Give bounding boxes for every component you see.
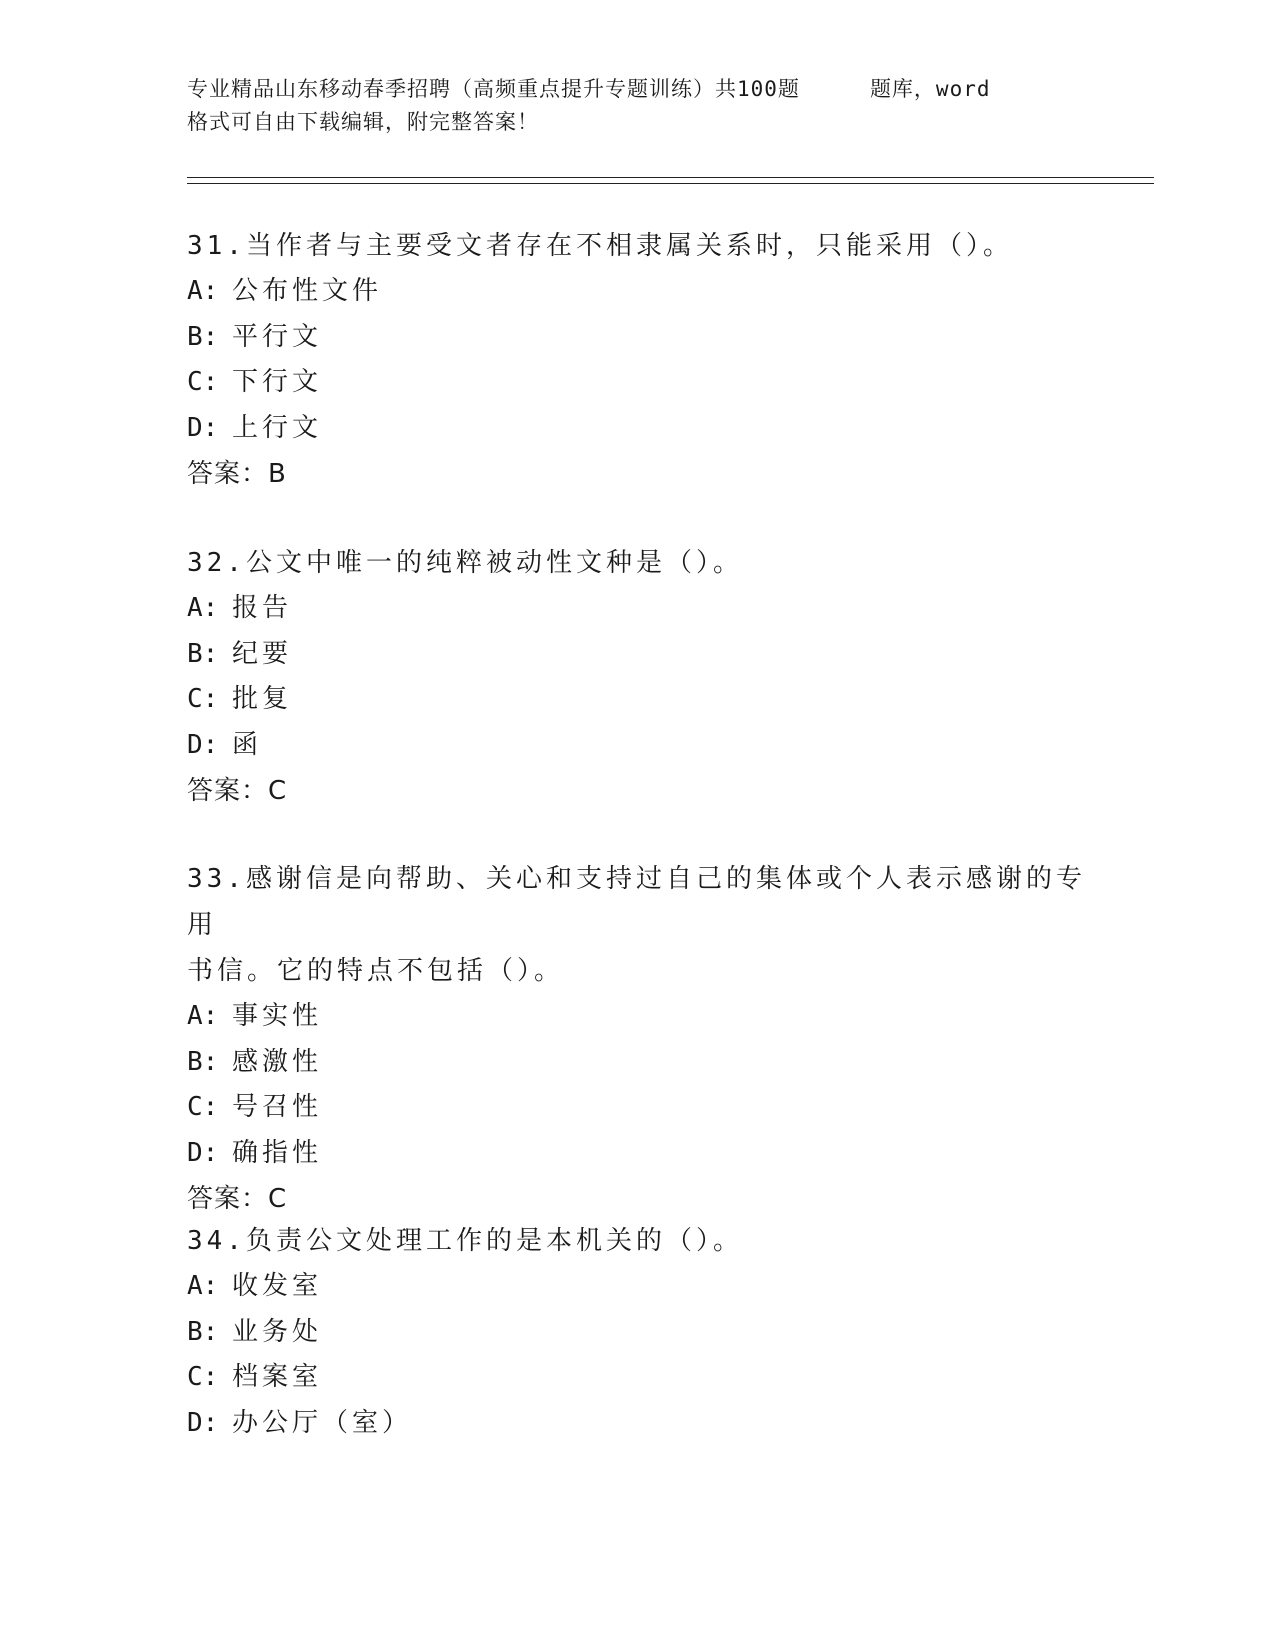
header-line-2: 格式可自由下载编辑，附完整答案！ <box>187 110 539 134</box>
option-c <box>187 1085 1087 1131</box>
option-text: 函 <box>232 729 263 760</box>
option-text: 业务处 <box>232 1316 323 1347</box>
option-b <box>187 1310 1087 1356</box>
option-text: 收发室 <box>232 1271 323 1301</box>
option-text: 号召性 <box>232 1092 323 1122</box>
document-header <box>187 73 1087 139</box>
option-text: 报告 <box>232 593 293 623</box>
option-d <box>187 723 1087 769</box>
header-title-suffix: 题库，word <box>869 77 991 101</box>
option-label: B: <box>187 638 219 669</box>
option-c <box>187 677 1087 723</box>
answer-line: 答案：B <box>187 459 287 489</box>
option-c <box>187 360 1087 406</box>
question-31 <box>187 223 1087 497</box>
header-line-1 <box>187 73 1087 106</box>
option-label: B: <box>187 321 219 352</box>
question-stem: 31.当作者与主要受文者存在不相隶属关系时，只能采用（）。 <box>187 231 1013 261</box>
option-label: C: <box>187 1092 219 1122</box>
option-text: 感激性 <box>232 1046 323 1077</box>
option-label: C: <box>187 1362 219 1392</box>
question-stem-line-2: 书信。它的特点不包括（）。 <box>187 956 565 986</box>
question-32 <box>187 540 1087 814</box>
option-label: A: <box>187 1001 219 1031</box>
answer-line: 答案：C <box>187 776 288 806</box>
option-label: C: <box>187 367 219 397</box>
option-a <box>187 994 1087 1040</box>
option-b <box>187 632 1087 678</box>
option-text: 纪要 <box>232 638 293 669</box>
option-d <box>187 1131 1087 1177</box>
option-a <box>187 269 1087 315</box>
option-d <box>187 1401 1087 1447</box>
option-d <box>187 406 1087 452</box>
option-a <box>187 1264 1087 1310</box>
option-text: 公布性文件 <box>232 276 383 306</box>
header-double-rule <box>187 177 1154 184</box>
question-33 <box>187 856 1087 1222</box>
option-text: 确指性 <box>232 1137 323 1168</box>
option-b <box>187 1040 1087 1086</box>
option-label: D: <box>187 729 219 760</box>
option-label: D: <box>187 1137 219 1168</box>
option-text: 平行文 <box>232 321 323 352</box>
header-title: 专业精品山东移动春季招聘（高频重点提升专题训练）共100题 <box>187 77 800 101</box>
option-label: B: <box>187 1316 219 1347</box>
option-text: 下行文 <box>232 367 323 397</box>
option-label: A: <box>187 593 219 623</box>
question-34 <box>187 1218 1087 1446</box>
option-text: 批复 <box>232 684 293 714</box>
option-label: D: <box>187 1407 219 1438</box>
option-label: B: <box>187 1046 219 1077</box>
question-stem-line-1: 33.感谢信是向帮助、关心和支持过自己的集体或个人表示感谢的专用 <box>187 864 1086 940</box>
question-stem: 34.负责公文处理工作的是本机关的（）。 <box>187 1226 743 1256</box>
option-text: 上行文 <box>232 412 323 443</box>
answer-line: 答案：C <box>187 1184 288 1214</box>
option-label: C: <box>187 684 219 714</box>
option-label: A: <box>187 276 219 306</box>
option-a <box>187 586 1087 632</box>
option-b <box>187 315 1087 361</box>
question-stem: 32.公文中唯一的纯粹被动性文种是（）。 <box>187 548 743 578</box>
option-text: 事实性 <box>232 1001 323 1031</box>
option-text: 档案室 <box>232 1362 323 1392</box>
option-c <box>187 1355 1087 1401</box>
option-label: D: <box>187 412 219 443</box>
option-text: 办公厅（室） <box>232 1407 413 1438</box>
option-label: A: <box>187 1271 219 1301</box>
